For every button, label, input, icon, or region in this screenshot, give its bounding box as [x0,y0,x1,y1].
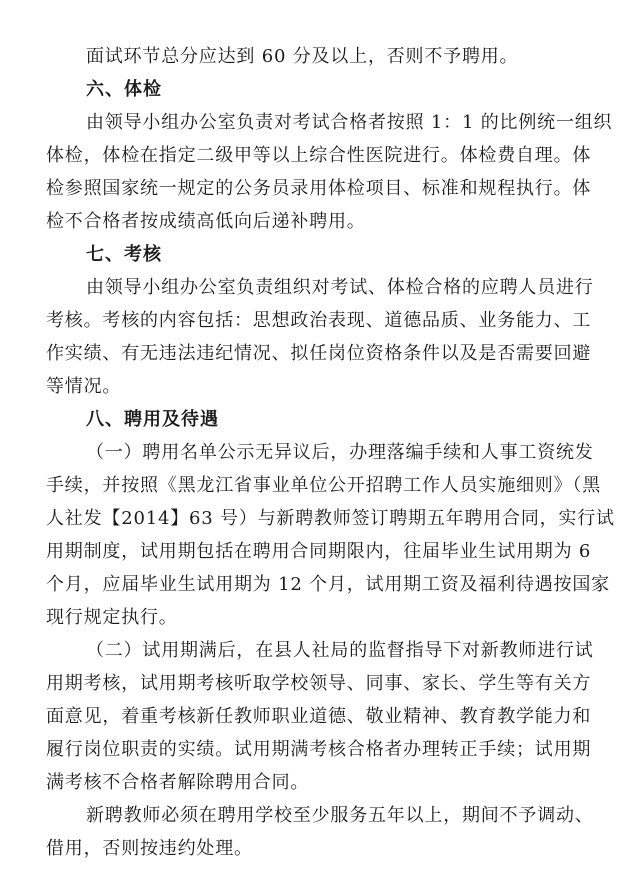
section-heading-physical-exam: 六、体检 [86,79,162,100]
text-line: 由领导小组办公室负责组织对考试、体检合格的应聘人员进行 [86,277,594,298]
text-line: 人社发【2014】63 号）与新聘教师签订聘期五年聘用合同，实行试 [46,508,615,529]
text-line: 等情况。 [46,376,122,397]
text-line: 检参照国家统一规定的公务员录用体检项目、标准和规程执行。体 [46,178,592,199]
text-line: （二）试用期满后，在县人社局的监督指导下对新教师进行试 [86,640,594,661]
text-line: 新聘教师必须在聘用学校至少服务五年以上，期间不予调动、 [86,805,594,826]
text-line: 面意见，着重考核新任教师职业道德、敬业精神、教育教学能力和 [46,706,592,727]
text-line: 检不合格者按成绩高低向后递补聘用。 [46,211,366,232]
section-heading-assessment: 七、考核 [86,244,162,265]
text-line: 履行岗位职责的实绩。试用期满考核合格者办理转正手续；试用期 [46,739,592,760]
text-line: 用期制度，试用期包括在聘用合同期限内，往届毕业生试用期为 6 [46,541,592,562]
text-line: 满考核不合格者解除聘用合同。 [46,772,310,793]
text-line: 考核。考核的内容包括：思想政治表现、道德品质、业务能力、工 [46,310,592,331]
text-line: 由领导小组办公室负责对考试合格者按照 1：1 的比例统一组织 [86,112,613,133]
text-line: 面试环节总分应达到 60 分及以上，否则不予聘用。 [86,46,519,67]
text-line: 借用，否则按违约处理。 [46,838,253,859]
text-line: 用期考核，试用期考核听取学校领导、同事、家长、学生等有关方 [46,673,592,694]
text-line: 体检，体检在指定二级甲等以上综合性医院进行。体检费自理。体 [46,145,592,166]
text-line: 现行规定执行。 [46,607,178,628]
text-line: 个月，应届毕业生试用期为 12 个月，试用期工资及福利待遇按国家 [46,574,610,595]
text-line: 手续，并按照《黑龙江省事业单位公开招聘工作人员实施细则》（黑 [46,475,601,496]
section-heading-employment: 八、聘用及待遇 [86,409,219,430]
text-line: 作实绩、有无违法违纪情况、拟任岗位资格条件以及是否需要回避 [46,343,592,364]
text-line: （一）聘用名单公示无异议后，办理落编手续和人事工资统发 [86,442,594,463]
